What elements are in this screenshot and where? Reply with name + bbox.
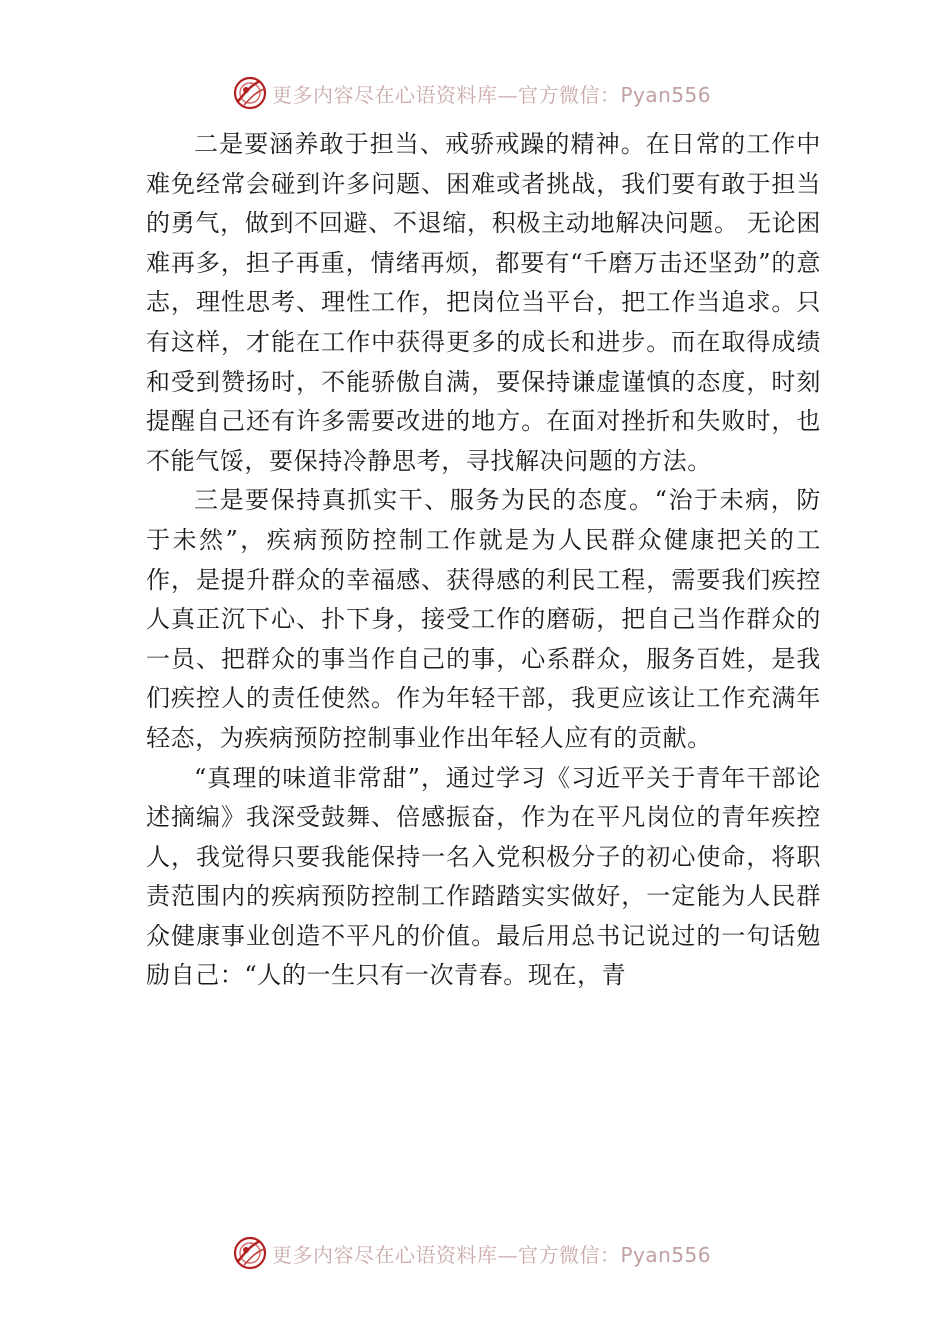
paragraph: 二是要涵养敢于担当、戒骄戒躁的精神。在日常的工作中难免经常会碰到许多问题、困难或者挑战，我们要有敢于担当的勇气，做到不回避、不退缩，积极主动地解决问题。 无论困难再多，担子再重，情绪再烦，都要有“千磨万击还坚劲”的意志，理性思考、理性工作，把岗位当平台，把工作当追求。只有这样，才能在工作中获得更多的成长和进步。而在取得成绩和受到赞扬时，不能骄傲自满，要保持谦虚谨慎的态度，时刻提醒自己还有许多需要改进的地方。在面对挫折和失败时，也不能气馁，要保持冷静思考，寻找解决问题的方法。 <box>146 130 821 475</box>
brand-logo-icon <box>232 1235 268 1271</box>
header-banner-text <box>272 79 711 108</box>
footer-banner-main: 更多内容尽在心语资料库 <box>272 1242 498 1267</box>
footer-banner-text <box>272 1239 711 1268</box>
header-banner-separator: —官方微信： <box>497 82 621 107</box>
document-body <box>146 125 821 996</box>
brand-logo-icon <box>232 75 268 111</box>
header-banner <box>232 73 732 113</box>
footer-banner-wechat-id: Pyan556 <box>620 1242 712 1267</box>
header-banner-wechat-id: Pyan556 <box>620 82 712 107</box>
paragraph: “真理的味道非常甜”，通过学习《习近平关于青年干部论述摘编》我深受鼓舞、倍感振奋，作为在平凡岗位的青年疾控人，我觉得只要我能保持一名入党积极分子的初心使命，将职责范围内的疾病预防控制工作踏踏实实做好，一定能为人民群众健康事业创造不平凡的价值。最后用总书记说过的一句话勉励自己：“人的一生只有一次青春。现在，青 <box>146 763 821 990</box>
footer-banner <box>232 1233 732 1273</box>
header-banner-main: 更多内容尽在心语资料库 <box>272 82 498 107</box>
paragraph: 三是要保持真抓实干、服务为民的态度。“治于未病，防于未然”，疾病预防控制工作就是为人民群众健康把关的工作，是提升群众的幸福感、获得感的利民工程，需要我们疾控人真正沉下心、扑下身，接受工作的磨砺，把自己当作群众的一员、把群众的事当作自己的事，心系群众，服务百姓，是我们疾控人的责任使然。作为年轻干部，我更应该让工作充满年轻态，为疾病预防控制事业作出年轻人应有的贡献。 <box>146 486 821 752</box>
footer-banner-separator: —官方微信： <box>497 1242 621 1267</box>
